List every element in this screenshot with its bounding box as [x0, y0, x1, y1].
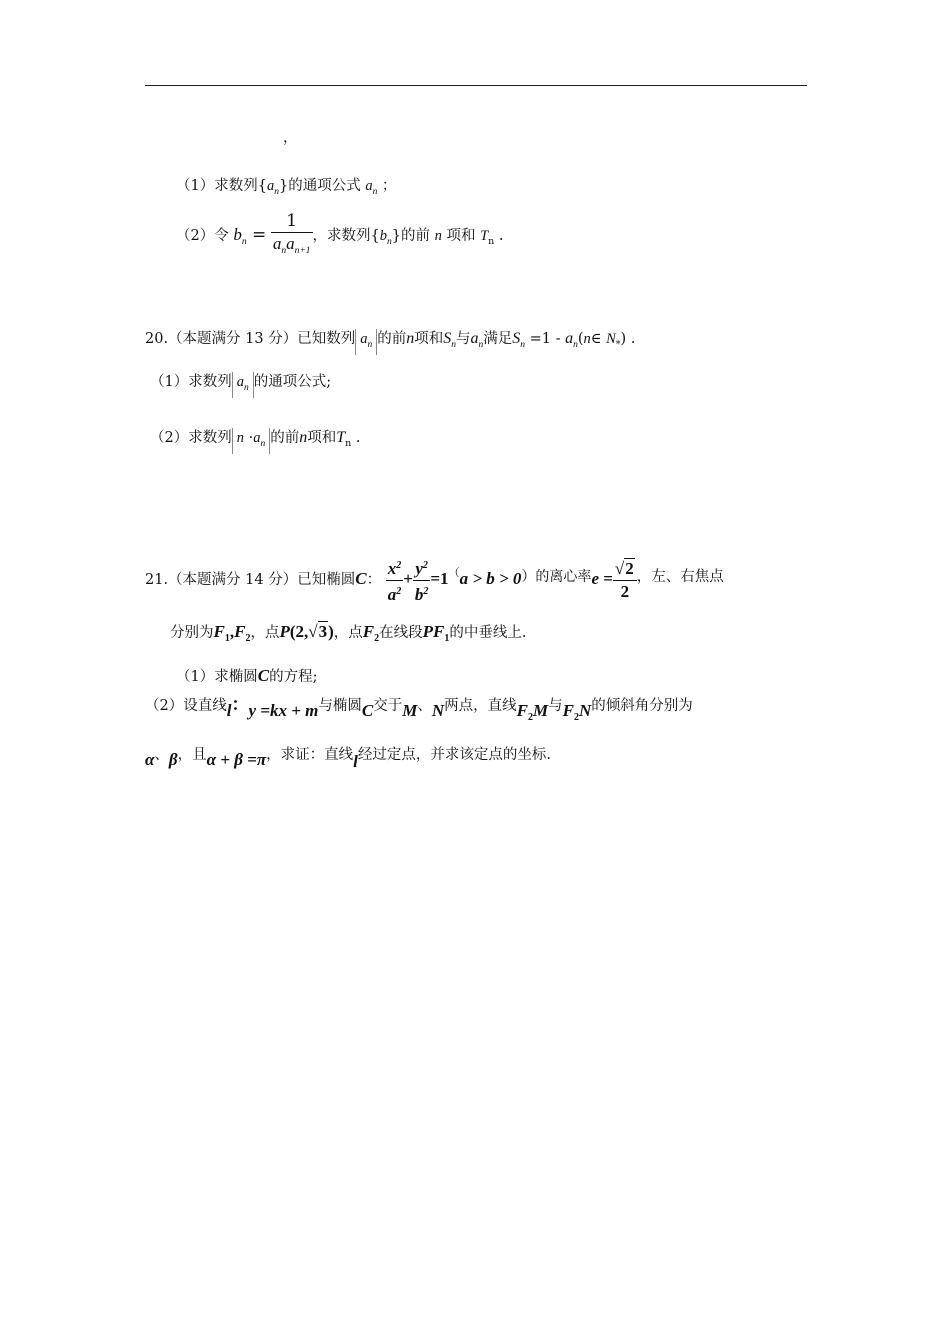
- seq-bracket: [232, 372, 254, 398]
- q20-part2-mid2: 项和: [307, 430, 337, 446]
- F2b-sub: 2: [374, 633, 380, 644]
- element-of: ∈: [590, 331, 607, 347]
- var-a2: a: [470, 330, 479, 347]
- q20-part2-mid: 的前: [270, 430, 300, 446]
- sub-n4: n: [520, 340, 525, 350]
- var-n: n: [236, 430, 244, 446]
- q21-head-end: ，左、右焦点: [636, 569, 724, 585]
- dot: ·: [243, 430, 254, 446]
- q19-part2-mid: ，求数列: [312, 228, 371, 244]
- sub-n4: n: [488, 236, 495, 247]
- var-n: n: [434, 228, 442, 244]
- condition: a > b > 0: [459, 569, 522, 588]
- brace-close: }: [278, 178, 289, 194]
- y-exp: 2: [422, 559, 428, 571]
- paren-open: (: [577, 331, 584, 347]
- var-C: C: [257, 666, 270, 685]
- var-N2: N: [578, 701, 592, 720]
- q21-line5-mid2: ，求证：直线: [266, 747, 354, 763]
- var-S2: S: [512, 330, 521, 347]
- q21-line5-end: 经过定点，并求该定点的坐标.: [357, 747, 551, 763]
- var-T: T: [336, 429, 346, 446]
- seq-bracket: [355, 329, 377, 355]
- q20-head: [145, 329, 635, 355]
- line-equation: y =kx + m: [248, 701, 319, 720]
- q21-line5-mid: ，且: [177, 747, 207, 763]
- q20-head-prefix: 20.（本题满分 13 分）已知数列: [145, 331, 356, 347]
- brace-open: {: [257, 178, 267, 194]
- header-rule: [145, 85, 807, 86]
- den-n2: n+1: [294, 246, 311, 256]
- var-M: M: [402, 701, 418, 720]
- num-x: [386, 555, 404, 580]
- q21-line5: [145, 740, 551, 777]
- var-C: C: [361, 701, 374, 720]
- seq-bracket: [232, 428, 270, 454]
- var-C: C: [355, 569, 367, 588]
- q19-part1: [176, 176, 396, 202]
- var-N: N: [606, 331, 616, 347]
- beta: β: [168, 750, 178, 769]
- numerator: 1: [286, 211, 298, 231]
- q20-part1: [150, 372, 331, 398]
- num-sqrt2: √2: [614, 558, 634, 578]
- angle-sum: α + β =π: [206, 750, 267, 769]
- den-b: [413, 580, 431, 606]
- F2b-sub: 2: [573, 712, 579, 723]
- num-y: [413, 555, 431, 580]
- b: b: [414, 584, 424, 604]
- fraction: [271, 210, 313, 262]
- var-n2: n: [299, 429, 308, 446]
- radicand: 2: [625, 558, 634, 578]
- eq-one: =1: [430, 569, 449, 588]
- den-a2: a: [286, 234, 295, 253]
- q21-part2: [145, 690, 693, 733]
- F1-sub: 1: [224, 633, 230, 644]
- a: a: [387, 584, 397, 604]
- var-e: e: [591, 569, 599, 588]
- q19-part1-mid: 的通项公式: [288, 178, 366, 194]
- var-a: a: [360, 331, 368, 347]
- P-close: ): [328, 622, 334, 641]
- sub-n2: n: [372, 187, 378, 197]
- F2b: F: [562, 701, 574, 720]
- q21-part2-mid3: 两点，直线: [444, 698, 517, 714]
- F2-sub: 2: [245, 633, 251, 644]
- sub-n2: n: [451, 340, 456, 350]
- frac-x: [386, 555, 404, 606]
- x: x: [387, 558, 397, 578]
- sub-n: n: [274, 187, 279, 197]
- q19-part2-end: .: [494, 228, 504, 244]
- F1: F: [213, 622, 225, 641]
- P: P: [279, 622, 290, 641]
- q20-part2: [150, 428, 360, 454]
- F2b: F: [362, 622, 375, 641]
- stray-comma: ，: [283, 130, 298, 146]
- var-S: S: [443, 330, 452, 347]
- paren-open: （: [448, 566, 460, 579]
- frac-y: [413, 555, 431, 606]
- q21-line2-mid: ，点: [250, 625, 280, 641]
- q20-head-mid2: 项和: [414, 331, 444, 347]
- F2-sub: 2: [527, 712, 533, 723]
- F2: F: [234, 622, 246, 641]
- q21-line2-prefix: 分别为: [170, 625, 214, 641]
- var-a2: a: [365, 178, 373, 194]
- q20-part1-end: 的通项公式;: [253, 374, 332, 390]
- var-b2: b: [379, 228, 388, 244]
- var-N: N: [431, 701, 445, 720]
- sub-n3: n: [387, 237, 392, 247]
- q21-line2-mid2: ，点: [333, 625, 363, 641]
- sub-n3: n: [478, 340, 484, 350]
- q20-head-mid3: 与: [455, 331, 471, 347]
- q19-part2-mid2: 的前: [401, 228, 435, 244]
- var-b: b: [233, 225, 242, 244]
- den-a1: a: [272, 234, 282, 253]
- sep: 、: [154, 747, 169, 763]
- q19-part1-end: ；: [377, 178, 397, 194]
- q20-head-end: ) .: [620, 331, 636, 347]
- sub-n: n: [367, 340, 373, 350]
- q20-part2-end: .: [351, 430, 361, 446]
- comma: ,: [229, 622, 235, 641]
- den-a: [386, 580, 404, 606]
- var-n2: n: [583, 331, 591, 347]
- brace-close: }: [391, 228, 401, 244]
- F2: F: [516, 701, 528, 720]
- var-a3: a: [565, 330, 574, 347]
- var-a: a: [236, 374, 244, 390]
- q20-head-mid4: 满足: [483, 331, 513, 347]
- y: y: [415, 558, 423, 578]
- var-M2: M: [532, 701, 549, 720]
- sub-n: n: [243, 383, 249, 393]
- den-2: 2: [613, 580, 637, 603]
- q21-part2-mid: 与椭圆: [318, 698, 362, 714]
- q21-head-prefix: 21.（本题满分 14 分）已知椭圆: [145, 572, 356, 588]
- var-l: l: [226, 701, 232, 720]
- q21-line2-end: 的中垂线上.: [449, 625, 527, 641]
- q21-part2-end: 的倾斜角分别为: [591, 698, 693, 714]
- alpha: α: [145, 750, 155, 769]
- sub-n2: n: [345, 438, 352, 449]
- den-n1: n: [281, 246, 287, 256]
- q21-part1-end: 的方程;: [269, 669, 318, 685]
- q19-part1-prefix: （1）求数列: [176, 178, 258, 194]
- sub-n5: n: [573, 340, 578, 350]
- q19-part2-prefix: （2）令: [176, 228, 234, 244]
- q21-head: [145, 548, 724, 606]
- var-a: a: [266, 178, 275, 194]
- equals: =: [598, 569, 613, 588]
- q21-part1: [176, 663, 317, 690]
- var-l: l: [353, 752, 358, 771]
- b-exp: 2: [423, 585, 429, 597]
- var-T: T: [480, 228, 489, 244]
- q19-part2: [176, 210, 504, 264]
- q21-part2-mid4: 与: [548, 698, 563, 714]
- q21-part2-mid2: 交于: [373, 698, 403, 714]
- q21-part1-prefix: （1）求椭圆: [176, 669, 258, 685]
- sqrt-sign: √: [308, 622, 318, 641]
- var-n: n: [406, 330, 415, 347]
- brace-open: {: [370, 228, 380, 244]
- P-coord: (2,: [289, 622, 309, 641]
- x-exp: 2: [396, 559, 402, 571]
- eq-one-minus: =1 -: [524, 331, 566, 347]
- q21-line2: [170, 618, 526, 653]
- sub-n: n: [241, 237, 247, 247]
- a-exp: 2: [396, 585, 402, 597]
- sub-star: *: [615, 339, 621, 350]
- equals: =: [246, 225, 267, 245]
- q21-part2-prefix: （2）设直线: [145, 698, 227, 714]
- q20-head-mid: 的前: [377, 331, 407, 347]
- PF-sub: 1: [444, 633, 450, 644]
- sep: 、: [417, 698, 432, 714]
- radicand3: 3: [318, 622, 328, 641]
- plus: +: [403, 569, 413, 588]
- q20-part1-prefix: （1）求数列: [150, 374, 232, 390]
- var-a: a: [253, 430, 261, 446]
- q21-line2-mid3: 在线段: [379, 625, 423, 641]
- denominator: [271, 232, 313, 262]
- q21-rp: ）的离心率: [521, 569, 592, 585]
- frac-e: [613, 558, 637, 603]
- sub-n: n: [260, 439, 266, 449]
- q19-part2-mid3: 项和: [441, 228, 481, 244]
- colon: ：: [231, 695, 249, 714]
- colon: ：: [366, 572, 382, 588]
- q20-part2-prefix: （2）求数列: [150, 430, 232, 446]
- PF: PF: [422, 622, 445, 641]
